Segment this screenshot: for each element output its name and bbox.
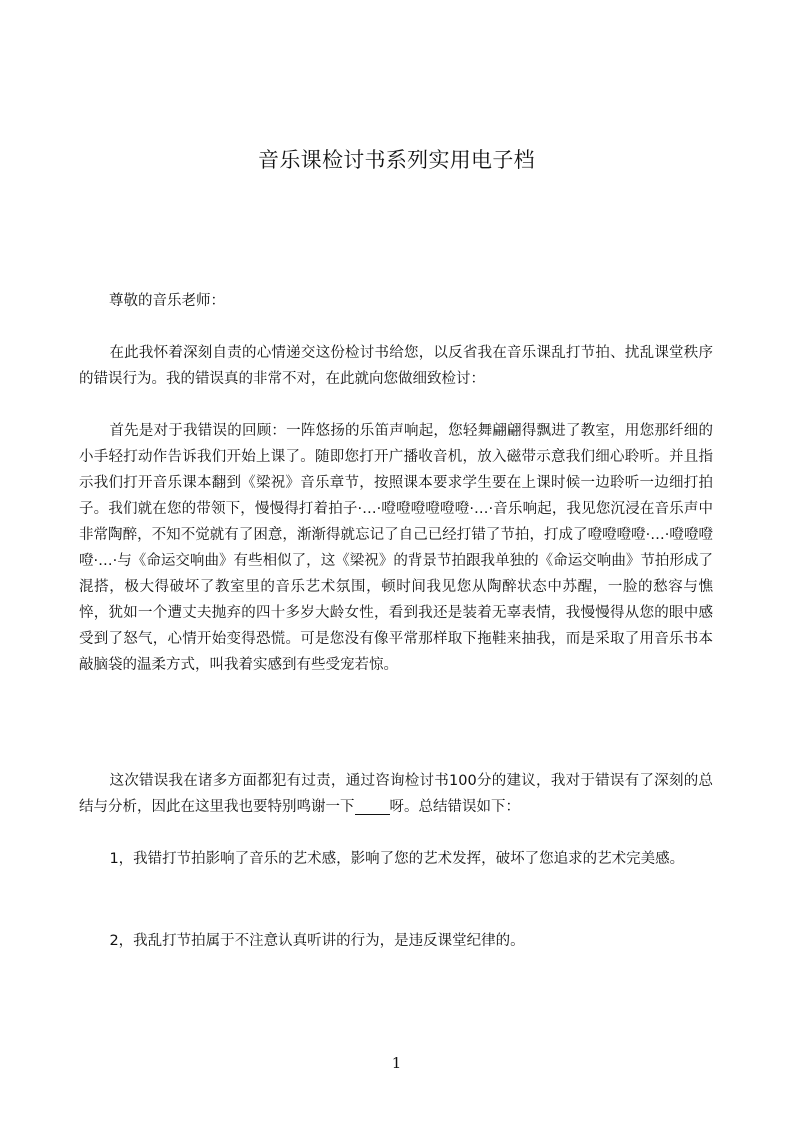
paragraph-review: 首先是对于我错误的回顾：一阵悠扬的乐笛声响起，您轻舞翩翩得飘进了教室，用您那纤细的小手轻打动作告诉我们开始上课了。随即您打开广播收音机，放入磁带示意我们细心聆听。并且指示我们打开音乐课本翻到《梁祝》音乐章节，按照课本要求学生要在上课时候一边聆听一边细打拍子。我们就在您的带领下，慢慢得打着拍子·…·噔噔噔噔噔噔·…·音乐响起，我见您沉浸在音乐声中非常陶醉，不知不觉就有了困意，渐渐得就忘记了自己已经打错了节拍，打成了噔噔噔噔·…·噔噔噔噔·…·与《命运交响曲》有些相似了，这《梁祝》的背景节拍跟我单独的《命运交响曲》节拍形成了混搭，极大得破坏了教室里的音乐艺术氛围，顿时间我见您从陶醉状态中苏醒，一脸的愁容与憔悴，犹如一个遭丈夫抛弃的四十多岁大龄女性，看到我还是装着无辜表情，我慢慢得从您的眼中感受到了怒气，心情开始变得恐慌。可是您没有像平常那样取下拖鞋来抽我，而是采取了用音乐书本敲脑袋的温柔方式，叫我着实感到有些受宠若惊。	[79, 423, 713, 673]
page-number: 1	[391, 1054, 402, 1072]
paragraph-summary-tail: 呀。总结错误如下：	[389, 799, 521, 815]
paragraph-intro: 在此我怀着深刻自责的心情递交这份检讨书给您，以反省我在音乐课乱打节拍、扰乱课堂秩序的错误行为。我的错误真的非常不对，在此就向您做细致检讨：	[79, 345, 713, 387]
list-item-1: 1，我错打节拍影响了音乐的艺术感，影响了您的艺术发挥，破坏了您追求的艺术完美感。	[109, 851, 685, 867]
document-title: 音乐课检讨书系列实用电子档	[258, 148, 535, 172]
list-item-2: 2，我乱打节拍属于不注意认真听讲的行为，是违反课堂纪律的。	[109, 933, 525, 949]
paragraph-summary-text: 这次错误我在诸多方面都犯有过责，通过咨询检讨书100分的建议，我对于错误有了深刻的总结与分析，因此在这里我也要特别鸣谢一下	[79, 773, 713, 815]
salutation: 尊敬的音乐老师：	[109, 293, 225, 309]
fill-in-blank	[355, 800, 390, 815]
paragraph-summary	[79, 768, 713, 820]
